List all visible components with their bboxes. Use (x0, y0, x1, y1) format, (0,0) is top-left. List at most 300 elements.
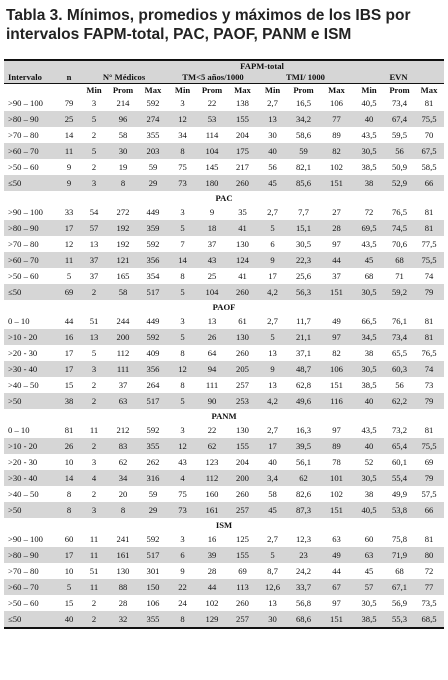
table-cell: 9 (258, 252, 287, 268)
table-cell: 301 (146, 566, 160, 576)
table-cell: 8 (66, 489, 72, 499)
table-row (4, 111, 444, 127)
table-cell: 32 (108, 611, 138, 628)
table-cell: 23 (287, 547, 320, 563)
table-cell: 12,3 (295, 534, 312, 544)
table-cell: 67,1 (385, 579, 414, 595)
table-cell: 69 (238, 566, 247, 576)
table-cell: 2 (91, 162, 97, 172)
section-header-row (4, 518, 444, 531)
table-cell: 102 (330, 489, 343, 499)
table-cell: 192 (108, 220, 138, 236)
table-cell: 517 (138, 393, 168, 409)
table-cell: 62 (197, 438, 227, 454)
table-cell: 22,3 (287, 252, 320, 268)
table-cell: 12 (168, 111, 197, 127)
table-cell: 592 (146, 534, 160, 544)
table-cell: 67 (320, 579, 353, 595)
row-interval-cell: >70 – 80 (8, 130, 39, 140)
row-interval-cell: >50 – 60 (8, 162, 39, 172)
table-cell: 70,6 (391, 239, 408, 249)
table-cell: 26 (197, 329, 227, 345)
table-cell: 17 (58, 361, 80, 377)
table-cell: 37 (118, 380, 128, 390)
table-cell: 60 (64, 534, 74, 544)
table-row (4, 95, 444, 111)
table-cell: 151 (320, 502, 353, 518)
table-cell: 11 (80, 547, 108, 563)
row-interval-cell: >50 (4, 393, 58, 409)
table-cell: 21,1 (287, 329, 320, 345)
table-cell: 260 (236, 598, 249, 608)
table-cell: 50,9 (391, 162, 408, 172)
table-cell: 8 (168, 143, 197, 159)
table-cell: 49 (332, 316, 341, 326)
table-row (4, 143, 444, 159)
table-cell: 80 (414, 547, 444, 563)
table-cell: 39 (197, 547, 227, 563)
header-subcolumn: Prom (112, 84, 134, 95)
table-cell: 125 (236, 534, 249, 544)
table-cell: 129 (197, 611, 227, 628)
table-cell: 112 (116, 348, 130, 358)
table-cell: 13 (268, 348, 277, 358)
row-interval-cell: 0 – 10 (8, 425, 30, 435)
table-cell: 161 (108, 547, 138, 563)
table-cell: 49,9 (391, 489, 408, 499)
header-intervalo: Intervalo (4, 71, 58, 84)
table-cell: 116 (320, 393, 353, 409)
table-cell: 165 (116, 271, 130, 281)
table-cell: 359 (138, 220, 168, 236)
table-row (4, 204, 444, 220)
table-cell: 260 (236, 348, 249, 358)
table-cell: 11 (58, 252, 80, 268)
table-cell: 73 (168, 502, 197, 518)
table-cell: 9 (258, 361, 287, 377)
table-cell: 40 (353, 438, 385, 454)
table-cell: 79 (414, 284, 444, 300)
table-cell: 81 (424, 98, 434, 108)
table-cell: 25 (58, 111, 80, 127)
table-cell: 8,7 (267, 566, 278, 576)
table-cell: 12 (168, 361, 197, 377)
header-medicos: N° Médicos (80, 71, 168, 84)
row-interval-cell: >70 – 80 (8, 239, 39, 249)
table-cell: 257 (227, 502, 258, 518)
table-row (4, 127, 444, 143)
table-cell: 253 (227, 393, 258, 409)
table-cell: 3 (180, 534, 185, 544)
table-cell: 17 (268, 271, 277, 281)
table-cell: 74 (424, 271, 434, 281)
table-cell: 264 (146, 380, 160, 390)
table-cell: 2,7 (267, 425, 278, 435)
table-cell: 66 (414, 502, 444, 518)
table-cell: 59 (287, 143, 320, 159)
table-cell: 212 (116, 425, 130, 435)
table-cell: 2 (91, 598, 97, 608)
row-interval-cell: >10 - 20 (4, 329, 58, 345)
row-interval-cell: >70 – 80 (8, 566, 39, 576)
table-cell: 2 (91, 489, 97, 499)
table-cell: 16 (207, 534, 217, 544)
table-cell: 59,5 (391, 130, 408, 140)
section-header-row (4, 409, 444, 422)
table-row (4, 547, 444, 563)
table-cell: 112 (197, 470, 227, 486)
table-cell: 22 (207, 98, 217, 108)
table-cell: 104 (197, 143, 227, 159)
header-subcolumn: Max (234, 84, 251, 95)
table-cell: 30,5 (295, 239, 312, 249)
table-cell: 150 (138, 579, 168, 595)
table-cell: 40 (353, 393, 385, 409)
table-cell: 34,5 (353, 329, 385, 345)
table-cell: 274 (138, 111, 168, 127)
table-cell: 41 (227, 220, 258, 236)
table-cell: 355 (146, 130, 160, 140)
table-cell: 13 (268, 598, 277, 608)
table-cell: 5 (66, 271, 72, 281)
table-cell: 30,5 (353, 361, 385, 377)
table-cell: 44 (320, 252, 353, 268)
table-cell: 25 (207, 271, 217, 281)
table-cell: 11,7 (296, 316, 311, 326)
table-cell: 14 (168, 252, 197, 268)
table-cell: 19 (118, 162, 128, 172)
table-row (4, 595, 444, 611)
table-cell: 60,3 (385, 361, 414, 377)
table-cell: 5 (80, 143, 108, 159)
table-cell: 5 (168, 329, 197, 345)
table-row (4, 486, 444, 502)
table-cell: 75,8 (391, 534, 408, 544)
table-cell: 55,4 (385, 470, 414, 486)
table-cell: 4 (80, 470, 108, 486)
table-row (4, 284, 444, 300)
table-cell: 11 (80, 579, 108, 595)
table-row (4, 252, 444, 268)
table-cell: 58 (268, 489, 277, 499)
table-cell: 102 (330, 162, 343, 172)
table-cell: 121 (108, 252, 138, 268)
table-cell: 5 (258, 329, 287, 345)
header-column-row (4, 71, 444, 84)
table-cell: 2,7 (267, 207, 278, 217)
table-cell: 155 (227, 111, 258, 127)
table-cell: 10 (64, 457, 74, 467)
table-cell: 79 (414, 470, 444, 486)
table-cell: 104 (197, 284, 227, 300)
table-cell: 44 (332, 566, 341, 576)
table-cell: 41 (238, 271, 247, 281)
table-cell: 40 (58, 611, 80, 628)
table-cell: 5 (258, 547, 287, 563)
table-cell: 257 (227, 611, 258, 628)
table-cell: 56 (268, 162, 277, 172)
table-cell: 180 (197, 175, 227, 191)
table-row (4, 313, 444, 329)
table-cell: 33,7 (287, 579, 320, 595)
table-cell: 6 (270, 239, 275, 249)
table-cell: 12 (64, 239, 74, 249)
table-row (4, 236, 444, 252)
header-group-row (4, 60, 444, 71)
table-cell: 130 (227, 329, 258, 345)
table-cell: 56,1 (295, 457, 312, 467)
table-cell: 38 (364, 489, 374, 499)
table-cell: 17 (258, 438, 287, 454)
table-cell: 38,5 (361, 380, 377, 390)
table-row (4, 454, 444, 470)
row-interval-cell: ≤50 (4, 175, 58, 191)
table-cell: 40,5 (361, 98, 377, 108)
table-cell: 97 (332, 239, 341, 249)
table-cell: 37,1 (295, 348, 312, 358)
row-interval-cell: >20 - 30 (8, 457, 38, 467)
table-cell: 205 (227, 361, 258, 377)
table-cell: 75,5 (414, 111, 444, 127)
table-cell: 114 (205, 130, 219, 140)
table-title: Tabla 3. Mínimos, promedios y máximos de los IBS por intervalos FAPM-total, PAC, PAOF, PANM e ISM (6, 7, 411, 43)
table-cell: 77 (320, 111, 353, 127)
table-cell: 77 (414, 579, 444, 595)
table-cell: 11 (89, 425, 99, 435)
table-cell: 8 (180, 348, 185, 358)
table-cell: 38 (58, 393, 80, 409)
table-cell: 43 (178, 457, 187, 467)
table-cell: 3 (180, 207, 185, 217)
table-cell: 4,2 (258, 284, 287, 300)
header-subcolumn: Max (144, 84, 162, 95)
table-cell: 81 (424, 534, 434, 544)
table-cell: 155 (227, 438, 258, 454)
table-cell: 69,5 (353, 220, 385, 236)
table-cell: 43,5 (361, 425, 377, 435)
table-cell: 18 (197, 220, 227, 236)
table-cell: 204 (236, 457, 249, 467)
table-cell: 449 (146, 207, 160, 217)
header-subcolumn: Prom (293, 84, 314, 95)
table-cell: 2 (91, 380, 97, 390)
table-cell: 81 (424, 425, 434, 435)
table-cell: 37 (80, 252, 108, 268)
table-cell: 9 (180, 566, 185, 576)
table-cell: 16,5 (295, 98, 312, 108)
table-cell: 82 (332, 348, 341, 358)
table-cell: 38 (364, 348, 374, 358)
table-cell: 87,3 (287, 502, 320, 518)
table-cell: 8 (108, 175, 138, 191)
table-cell: 76,5 (421, 348, 437, 358)
table-cell: 192 (116, 239, 130, 249)
table-cell: 203 (138, 143, 168, 159)
table-row (4, 579, 444, 595)
table-cell: 175 (227, 143, 258, 159)
table-cell: 81 (64, 425, 74, 435)
table-cell: 15 (64, 598, 74, 608)
table-cell: 73,4 (385, 329, 414, 345)
table-cell: 30 (268, 130, 277, 140)
table-cell: 354 (146, 271, 160, 281)
table-cell: 57 (353, 579, 385, 595)
table-cell: 63 (332, 534, 341, 544)
table-cell: 29 (138, 502, 168, 518)
row-interval-cell: >20 - 30 (8, 348, 38, 358)
section-header-row (4, 300, 444, 313)
table-cell: 82 (320, 143, 353, 159)
table-cell: 8 (168, 611, 197, 628)
table-cell: 43 (197, 252, 227, 268)
table-cell: 260 (227, 284, 258, 300)
table-row (4, 361, 444, 377)
table-cell: 244 (116, 316, 130, 326)
table-cell: 58,5 (421, 162, 437, 172)
row-interval-cell: >10 - 20 (4, 438, 58, 454)
table-cell: 34 (178, 130, 187, 140)
table-cell: 24,2 (295, 566, 312, 576)
table-cell: 2,7 (267, 98, 278, 108)
table-cell: 316 (138, 470, 168, 486)
table-cell: 123 (205, 457, 219, 467)
table-cell: 592 (138, 329, 168, 345)
table-cell: 88 (108, 579, 138, 595)
row-interval-cell: >90 – 100 (8, 534, 43, 544)
table-cell: 53,8 (385, 502, 414, 518)
table-cell: 37 (207, 239, 217, 249)
table-cell: 37 (89, 271, 99, 281)
table-cell: 39,5 (287, 438, 320, 454)
table-cell: 13 (89, 239, 99, 249)
table-cell: 9 (209, 207, 215, 217)
table-cell: 2 (80, 284, 108, 300)
table-cell: 58 (118, 130, 128, 140)
table-cell: 85,6 (287, 175, 320, 191)
table-cell: 130 (116, 566, 130, 576)
table-cell: 161 (197, 502, 227, 518)
table-cell: 69 (58, 284, 80, 300)
table-cell: 60 (364, 534, 374, 544)
table-cell: 56,3 (287, 284, 320, 300)
table-cell: 45 (258, 175, 287, 191)
table-cell: 106 (146, 598, 160, 608)
table-cell: 71,9 (385, 547, 414, 563)
table-cell: 82,1 (295, 162, 312, 172)
table-cell: 73 (424, 380, 434, 390)
table-cell: 27 (332, 207, 341, 217)
table-cell: 17 (58, 547, 80, 563)
table-cell: 75 (178, 489, 187, 499)
table-cell: 75 (178, 162, 187, 172)
table-cell: 45 (353, 252, 385, 268)
row-interval-cell: >90 – 100 (8, 98, 43, 108)
header-subcolumn: Min (174, 84, 191, 95)
table-cell: 217 (236, 162, 249, 172)
section-label: PAOF (4, 300, 444, 313)
header-subcolumn: Prom (389, 84, 410, 95)
table-cell: 22 (168, 579, 197, 595)
header-evn: EVN (353, 71, 444, 84)
header-subcolumn: Max (328, 84, 345, 95)
table-cell: 2 (80, 393, 108, 409)
table-cell: 260 (236, 489, 249, 499)
table-cell: 63 (108, 393, 138, 409)
table-cell: 38 (353, 175, 385, 191)
row-interval-cell: >50 – 60 (8, 598, 39, 608)
table-cell: 96 (108, 111, 138, 127)
table-cell: 65,5 (391, 348, 408, 358)
table-cell: 8 (108, 502, 138, 518)
table-cell: 24 (178, 598, 187, 608)
table-cell: 62,2 (385, 393, 414, 409)
table-cell: 73,5 (421, 598, 437, 608)
table-cell: 204 (236, 130, 249, 140)
header-subcolumn: Max (420, 84, 438, 95)
section-header-row (4, 191, 444, 204)
header-group-label: FAPM-total (80, 60, 444, 71)
table-cell: 25,6 (295, 271, 312, 281)
table-cell: 65,4 (385, 438, 414, 454)
table-cell: 2 (91, 130, 97, 140)
table-cell: 68 (364, 271, 374, 281)
table-cell: 76,1 (391, 316, 408, 326)
table-cell: 62 (287, 470, 320, 486)
table-cell: 17 (58, 220, 80, 236)
table-cell: 89 (320, 438, 353, 454)
row-interval-cell: >60 – 70 (4, 143, 58, 159)
table-cell: 160 (205, 489, 219, 499)
table-cell: 40,5 (353, 502, 385, 518)
table-cell: 409 (146, 348, 160, 358)
table-cell: 59,2 (385, 284, 414, 300)
table-cell: 56,8 (295, 598, 312, 608)
table-cell: 57 (80, 220, 108, 236)
table-cell: 3 (180, 425, 185, 435)
table-cell: 81 (414, 329, 444, 345)
table-cell: 151 (330, 380, 343, 390)
row-interval-cell: >30 - 40 (4, 361, 58, 377)
table-cell: 28 (320, 220, 353, 236)
table-cell: 45 (258, 502, 287, 518)
table-cell: 79 (64, 98, 74, 108)
table-cell: 59 (148, 489, 158, 499)
row-interval-cell: >60 – 70 (4, 252, 58, 268)
table-cell: 45 (364, 566, 374, 576)
table-cell: 138 (236, 98, 249, 108)
table-cell: 38,5 (361, 162, 377, 172)
table-cell: 34,2 (287, 111, 320, 127)
table-row (4, 531, 444, 547)
table-cell: 30 (258, 611, 287, 628)
table-cell: 72 (424, 566, 434, 576)
table-cell: 61 (238, 316, 247, 326)
table-cell: 5 (91, 348, 97, 358)
table-cell: 28 (118, 598, 128, 608)
table-cell: 3 (80, 502, 108, 518)
header-subcolumn: Min (361, 84, 377, 95)
table-cell: 35 (238, 207, 247, 217)
table-cell: 30 (108, 143, 138, 159)
table-cell: 3 (91, 98, 97, 108)
table-cell: 75,5 (414, 252, 444, 268)
table-cell: 9 (58, 175, 80, 191)
table-cell: 592 (146, 425, 160, 435)
table-row (4, 502, 444, 518)
header-tm: TM<5 años/1000 (168, 71, 258, 84)
table-cell: 71 (395, 271, 404, 281)
header-subcolumn: Prom (201, 84, 223, 95)
